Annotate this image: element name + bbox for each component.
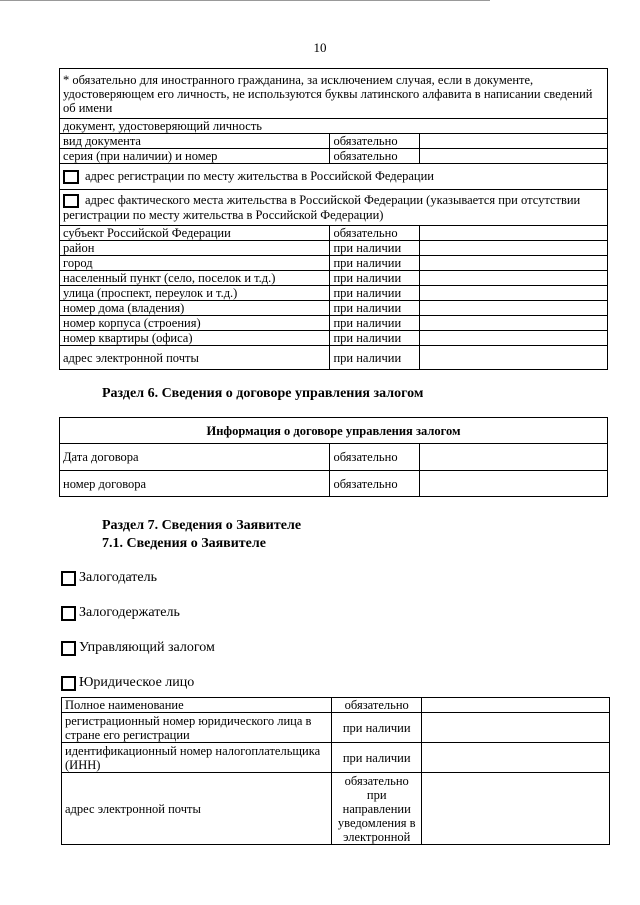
- email-value[interactable]: [421, 773, 609, 845]
- pledge-manager-label: Управляющий залогом: [79, 640, 215, 655]
- addr-row-label: номер дома (владения): [60, 301, 330, 316]
- identity-address-table: [59, 68, 608, 370]
- reg-number-value[interactable]: [421, 713, 609, 743]
- addr-row-req: при наличии: [330, 346, 419, 370]
- addr-row-value[interactable]: [419, 226, 607, 241]
- inn-label: идентификационный номер налогоплательщика (ИНН): [62, 743, 332, 773]
- option-pledge-manager[interactable]: [61, 640, 215, 656]
- pledgor-checkbox[interactable]: [61, 571, 76, 586]
- fact-address-label: адрес фактического места жительства в Российской Федерации (указывается при отсутствии регистрации по месту жительства в Российской Федерации): [63, 192, 581, 223]
- addr-row-label: населенный пункт (село, поселок и т.д.): [60, 271, 330, 286]
- addr-row-req: при наличии: [330, 331, 419, 346]
- addr-row-label: адрес электронной почты: [60, 346, 330, 370]
- pledgee-label: Залогодержатель: [79, 605, 180, 620]
- addr-row-value[interactable]: [419, 241, 607, 256]
- inn-req: при наличии: [332, 743, 421, 773]
- contract-table-header: Информация о договоре управления залогом: [60, 418, 608, 444]
- legal-entity-checkbox[interactable]: [61, 676, 76, 691]
- contract-date-label: Дата договора: [60, 444, 330, 471]
- section7-title: Раздел 7. Сведения о Заявителе: [102, 518, 302, 533]
- foreign-citizen-note: * обязательно для иностранного гражданина, за исключением случая, если в документе, удостоверяющем его личность, не используются буквы латинского алфавита в написании сведений об имени: [60, 69, 608, 119]
- addr-row-label: номер квартиры (офиса): [60, 331, 330, 346]
- addr-row-label: город: [60, 256, 330, 271]
- contract-date-value[interactable]: [419, 444, 607, 471]
- pledgor-label: Залогодатель: [79, 570, 158, 585]
- addr-row-req: при наличии: [330, 286, 419, 301]
- contract-number-req: обязательно: [330, 471, 419, 497]
- option-pledgor[interactable]: [61, 570, 157, 586]
- email-label: адрес электронной почты: [62, 773, 332, 845]
- doc-number-value[interactable]: [419, 149, 607, 164]
- full-name-label: Полное наименование: [62, 698, 332, 713]
- email-req: обязательно при направлении уведомления в электронной: [332, 773, 421, 845]
- section6-title: Раздел 6. Сведения о договоре управления залогом: [102, 386, 424, 401]
- inn-value[interactable]: [421, 743, 609, 773]
- reg-address-label: адрес регистрации по месту жительства в Российской Федерации: [85, 168, 434, 183]
- pledgee-checkbox[interactable]: [61, 606, 76, 621]
- addr-row-value[interactable]: [419, 256, 607, 271]
- contract-number-value[interactable]: [419, 471, 607, 497]
- top-rule: [0, 0, 490, 1]
- section7-subtitle: 7.1. Сведения о Заявителе: [102, 536, 266, 551]
- addr-row-req: при наличии: [330, 301, 419, 316]
- addr-row-label: улица (проспект, переулок и т.д.): [60, 286, 330, 301]
- reg-address-checkbox[interactable]: [63, 170, 79, 184]
- applicant-table: [61, 697, 610, 845]
- reg-address-option: [60, 164, 608, 190]
- reg-number-req: при наличии: [332, 713, 421, 743]
- doc-number-label: серия (при наличии) и номер: [60, 149, 330, 164]
- addr-row-req: при наличии: [330, 256, 419, 271]
- doc-type-req: обязательно: [330, 134, 419, 149]
- option-pledgee[interactable]: [61, 605, 180, 621]
- addr-row-value[interactable]: [419, 271, 607, 286]
- fact-address-checkbox[interactable]: [63, 194, 79, 208]
- full-name-value[interactable]: [421, 698, 609, 713]
- pledge-manager-checkbox[interactable]: [61, 641, 76, 656]
- option-legal-entity[interactable]: [61, 675, 194, 691]
- contract-number-label: номер договора: [60, 471, 330, 497]
- addr-row-req: при наличии: [330, 241, 419, 256]
- doc-type-value[interactable]: [419, 134, 607, 149]
- addr-row-req: при наличии: [330, 316, 419, 331]
- doc-type-label: вид документа: [60, 134, 330, 149]
- addr-row-req: обязательно: [330, 226, 419, 241]
- addr-row-value[interactable]: [419, 286, 607, 301]
- addr-row-label: субъект Российской Федерации: [60, 226, 330, 241]
- addr-row-value[interactable]: [419, 346, 607, 370]
- full-name-req: обязательно: [332, 698, 421, 713]
- addr-row-label: номер корпуса (строения): [60, 316, 330, 331]
- addr-row-value[interactable]: [419, 316, 607, 331]
- addr-row-value[interactable]: [419, 331, 607, 346]
- reg-number-label: регистрационный номер юридического лица в стране его регистрации: [62, 713, 332, 743]
- fact-address-option: [60, 190, 608, 226]
- addr-row-req: при наличии: [330, 271, 419, 286]
- management-contract-table: [59, 417, 608, 497]
- addr-row-value[interactable]: [419, 301, 607, 316]
- page-number: 10: [313, 40, 327, 55]
- doc-number-req: обязательно: [330, 149, 419, 164]
- contract-date-req: обязательно: [330, 444, 419, 471]
- legal-entity-label: Юридическое лицо: [79, 675, 195, 690]
- doc-header: документ, удостоверяющий личность: [60, 119, 608, 134]
- addr-row-label: район: [60, 241, 330, 256]
